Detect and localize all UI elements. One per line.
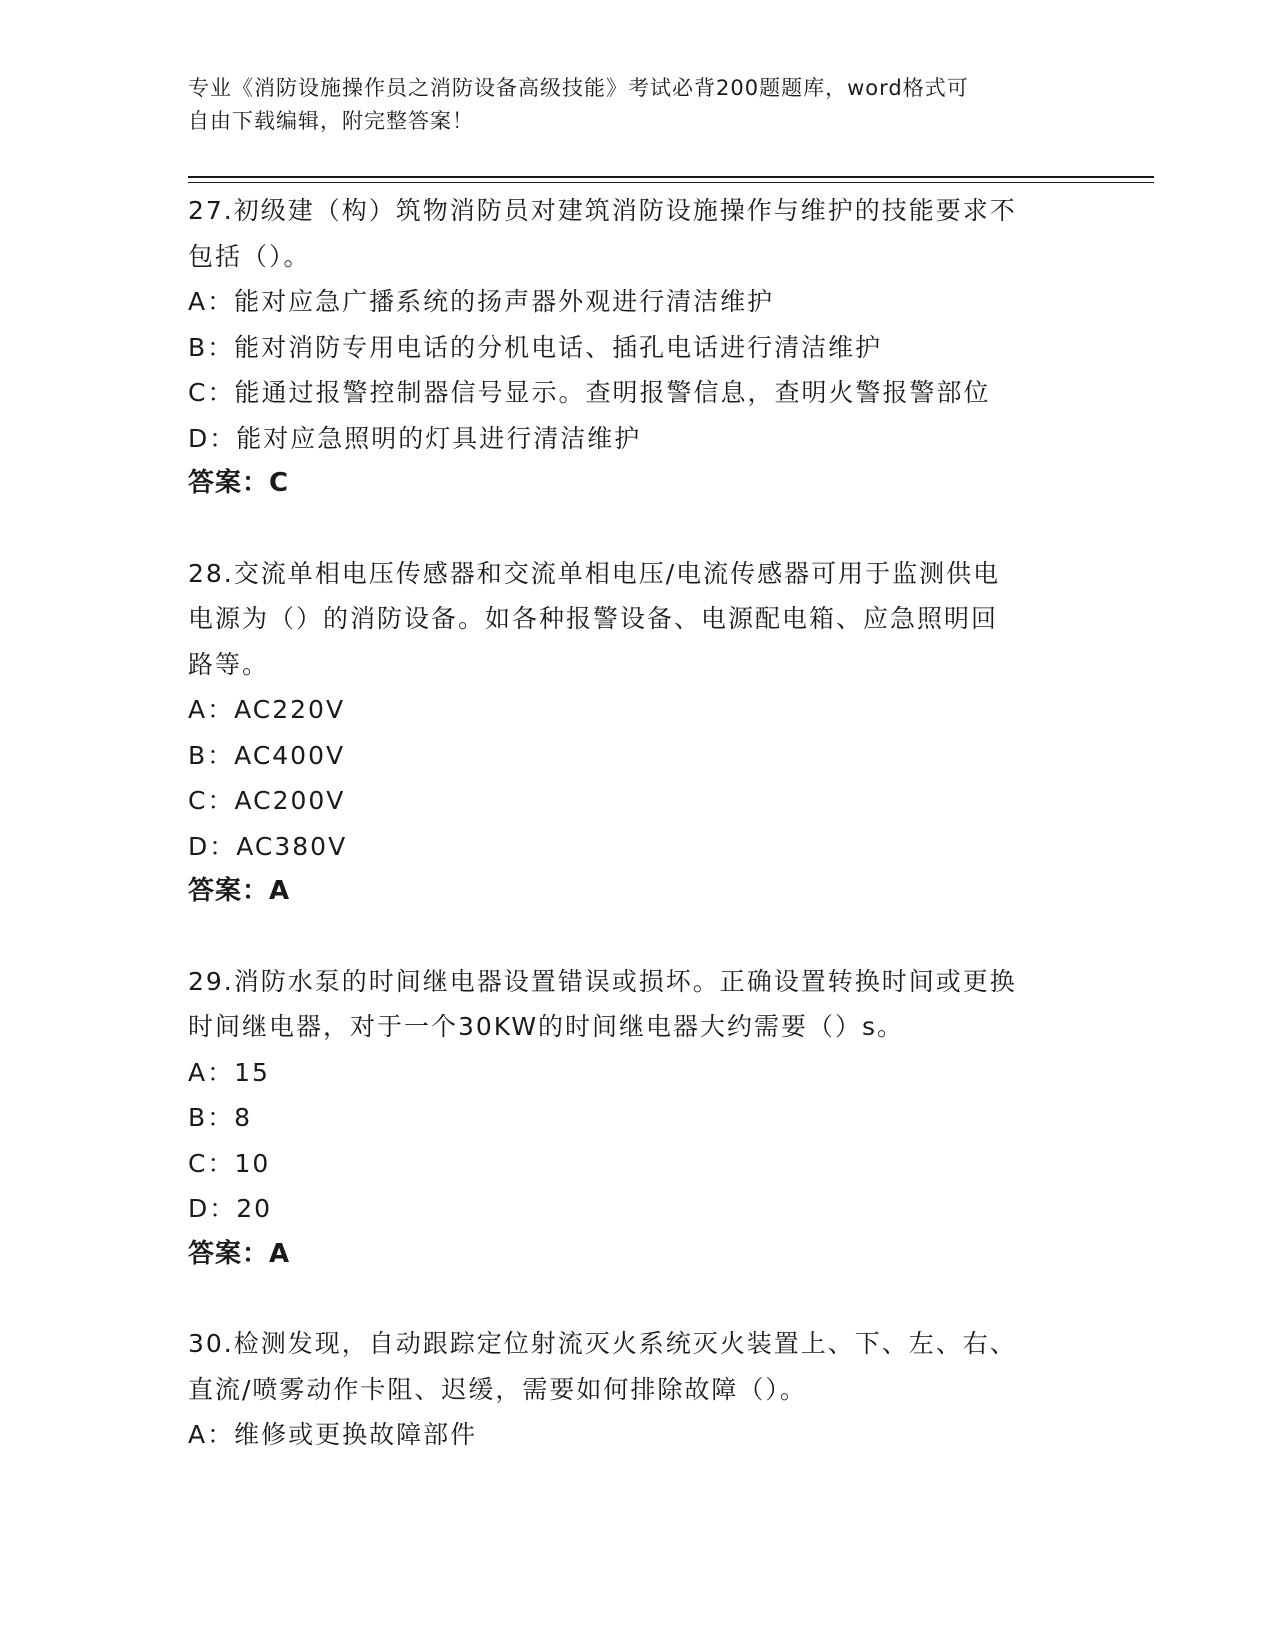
correct-answer: 答案：C [188,468,290,498]
answer-option: B：能对消防专用电话的分机电话、插孔电话进行清洁维护 [188,332,883,362]
answer-option: A：维修或更换故障部件 [188,1420,478,1449]
answer-option: C：10 [188,1148,271,1178]
question-stem-line: 28.交流单相电压传感器和交流单相电压/电流传感器可用于监测供电 [188,558,1001,588]
answer-option: A：能对应急广播系统的扬声器外观进行清洁维护 [188,287,775,316]
answer-option: C：能通过报警控制器信号显示。查明报警信息，查明火警报警部位 [188,378,991,407]
question-stem-line: 电源为（）的消防设备。如各种报警设备、电源配电箱、应急照明回 [188,604,999,633]
answer-option: A：AC220V [188,695,346,724]
answer-option: D：AC380V [188,831,348,861]
header-divider-thick [188,176,1154,178]
question-stem-line: 时间继电器，对于一个30KW的时间继电器大约需要（）s。 [188,1012,905,1041]
question-block [188,1321,1088,1458]
header-line-2: 自由下载编辑，附完整答案！ [188,109,474,133]
correct-answer: 答案：A [188,876,291,906]
question-stem-line: 包括（）。 [188,241,311,271]
answer-option: B：AC400V [188,740,346,770]
document-header [188,72,1068,138]
question-block [188,551,1088,915]
question-stem-line: 27.初级建（构）筑物消防员对建筑消防设施操作与维护的技能要求不 [188,196,1017,225]
question-stem-line: 路等。 [188,649,270,679]
answer-option: D：20 [188,1194,273,1223]
question-block [188,188,1088,507]
question-stem-line: 30.检测发现，自动跟踪定位射流灭火系统灭火装置上、下、左、右、 [188,1329,1017,1358]
answer-option: A：15 [188,1057,270,1087]
question-stem-line: 直流/喷雾动作卡阻、迟缓，需要如何排除故障（）。 [188,1374,807,1404]
question-list [188,188,1088,1502]
header-divider-thin [188,182,1154,183]
answer-option: C：AC200V [188,786,346,815]
header-line-1: 专业《消防设施操作员之消防设备高级技能》考试必背200题题库，word格式可 [188,76,969,100]
answer-option: D：能对应急照明的灯具进行清洁维护 [188,423,642,453]
question-stem-line: 29.消防水泵的时间继电器设置错误或损坏。正确设置转换时间或更换 [188,966,1017,996]
correct-answer: 答案：A [188,1238,291,1269]
answer-option: B：8 [188,1103,253,1132]
question-block [188,959,1088,1278]
